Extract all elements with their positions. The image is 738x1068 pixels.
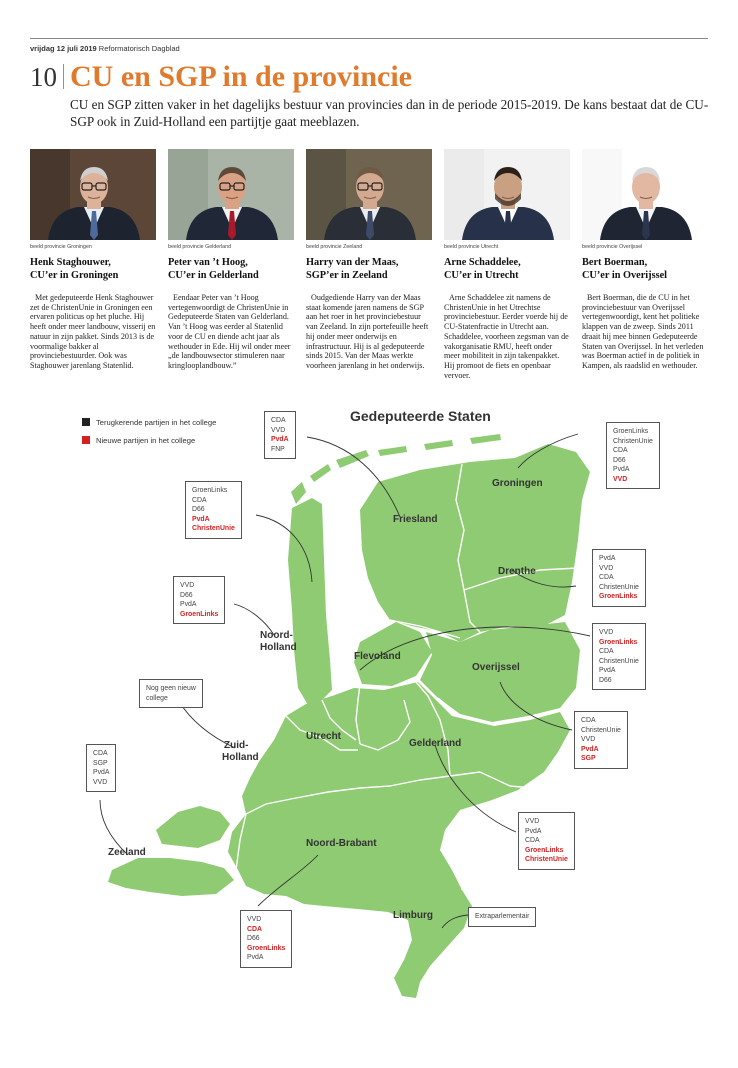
wadden-island-vlieland — [310, 464, 331, 482]
province-label-flevoland: Flevoland — [354, 651, 401, 662]
party-entry: VVD — [599, 629, 614, 636]
party-entry: D66 — [192, 506, 205, 513]
profile-name-line1: Henk Staghouwer, — [30, 257, 111, 268]
profile-card-staghouwer — [30, 149, 156, 371]
party-entry: SGP — [581, 755, 596, 762]
party-entry: ChristenUnie — [192, 525, 235, 532]
profile-card-boerman — [582, 149, 708, 371]
party-entry: CDA — [247, 925, 262, 933]
wadden-island-rottumeroog — [470, 434, 501, 444]
coalition-box-zeeland — [86, 744, 116, 792]
party-entry: PvdA — [93, 769, 110, 776]
profile-name-line1: Arne Schaddelee, — [444, 257, 521, 268]
province-label-noord-holland-line1: Noord- — [260, 630, 293, 641]
profile-name-line1: Harry van der Maas, — [306, 257, 399, 268]
coalition-box-friesland — [264, 411, 296, 459]
party-entry: D66 — [613, 456, 626, 464]
party-entry: VVD — [271, 426, 286, 434]
photo-credit: beeld provincie Overijssel — [582, 244, 643, 250]
party-entry: ChristenUnie — [599, 583, 639, 591]
province-label-groningen: Groningen — [492, 478, 543, 489]
profile-name — [444, 257, 570, 282]
party-entry: CDA — [613, 447, 628, 454]
party-entry: PvdA — [581, 745, 599, 753]
province-label-gelderland: Gelderland — [409, 738, 462, 749]
profile-body: Eendaar Peter van ’t Hoog vertegenwoordigt de ChristenUnie in Gedeputeerde Staten van Gelderland. Van ’t Hoog was eerder al Statenlid voor de CU en diende acht jaar als wethouder in Ede. Hij wil onder meer „de landbouwsector stimuleren naar kringlooplandbouw.” — [168, 293, 291, 370]
profile-name-line2: CU’er in Groningen — [30, 269, 119, 281]
wadden-island-texel — [291, 482, 306, 504]
party-entry: VVD — [180, 582, 195, 589]
profile-name — [30, 257, 156, 282]
party-entry: GroenLinks — [247, 944, 286, 952]
party-entry: CDA — [525, 837, 540, 844]
party-entry: PvdA — [613, 466, 630, 473]
party-entry: PvdA — [599, 667, 616, 674]
province-label-limburg: Limburg — [393, 910, 433, 921]
profile-name-line2: SGP’er in Zeeland — [306, 269, 388, 281]
profile-card-van-der-maas — [306, 149, 432, 371]
party-entry: ChristenUnie — [599, 657, 639, 665]
coalition-box-groningen — [606, 422, 660, 489]
province-label-noord-brabant: Noord-Brabant — [306, 838, 377, 849]
coalition-box-limburg — [468, 907, 536, 927]
party-entry: ChristenUnie — [581, 726, 621, 734]
page-number: 10 — [30, 62, 57, 92]
party-entry: VVD — [613, 475, 628, 483]
province-label-overijssel: Overijssel — [472, 662, 520, 673]
party-entry: GroenLinks — [525, 846, 564, 854]
party-entry: ChristenUnie — [525, 856, 568, 863]
profile-name — [168, 257, 294, 282]
portrait-photo — [582, 149, 708, 240]
top-rule — [30, 38, 708, 39]
party-entry: GroenLinks — [180, 610, 219, 618]
map-zeeland-islands — [156, 806, 230, 848]
coalition-box-noord-brabant — [240, 910, 292, 968]
profile-card-schaddelee — [444, 149, 570, 380]
province-label-drenthe: Drenthe — [498, 566, 536, 577]
party-entry: Extraparlementair — [475, 913, 530, 920]
province-label-friesland: Friesland — [393, 514, 438, 525]
province-label-utrecht: Utrecht — [306, 731, 342, 742]
dateline-paper: Reformatorisch Dagblad — [98, 44, 180, 53]
party-entry: ChristenUnie — [613, 437, 653, 445]
legend-label-new: Nieuwe partijen in het college — [96, 436, 196, 445]
party-entry: VVD — [93, 778, 108, 786]
profile-body: Bert Boerman, die de CU in het provinciebestuur van Overijssel vertegenwoordigt, kent het politieke klappen van de zweep. Sinds 2011 draait hij mee binnen Gedeputeerde Staten van Overijssel. In het verleden was Boerman actief in de politiek in Kampen, als raadslid en wethouder. — [582, 293, 704, 370]
party-entry: D66 — [599, 676, 612, 684]
photo-credit: beeld provincie Utrecht — [444, 244, 499, 250]
coalition-box-flevoland — [185, 481, 242, 539]
party-entry: CDA — [271, 417, 286, 424]
province-label-zuid-holland-line2: Holland — [222, 752, 259, 763]
map-northeast — [360, 444, 590, 642]
photo-credit: beeld provincie Zeeland — [306, 244, 363, 250]
photo-credit: beeld provincie Gelderland — [168, 244, 232, 250]
party-entry: VVD — [599, 564, 614, 572]
map-noord-holland — [288, 498, 332, 705]
wadden-island-schiermonnikoog — [424, 440, 453, 450]
dateline — [30, 44, 180, 53]
portrait-photo — [168, 149, 294, 240]
map-zeeland-flanders — [108, 858, 234, 896]
profile-name-line1: Peter van ’t Hoog, — [168, 257, 248, 268]
party-entry: D66 — [180, 591, 193, 599]
legend-label-returning: Terugkerende partijen in het college — [96, 418, 217, 427]
party-entry: Nog geen nieuw — [146, 685, 196, 692]
wadden-island-terschelling — [336, 450, 369, 468]
coalition-box-overijssel — [574, 711, 628, 769]
province-label-zeeland: Zeeland — [108, 847, 146, 858]
profile-body: Oudgediende Harry van der Maas staat komende jaren namens de SGP aan het roer in het provinciebestuur van Zeeland. In zijn portefeuille heeft hij onder meer onderwijs en infrastructuur. Hij is al gedeputeerde sinds 2015. Van der Maas werkte voorheen jarenlang in het onderwijs. — [306, 293, 429, 370]
party-entry: VVD — [581, 736, 596, 743]
party-entry: CDA — [599, 574, 614, 581]
party-entry: CDA — [581, 717, 596, 724]
party-entry: PvdA — [180, 601, 197, 608]
party-entry: FNP — [271, 445, 285, 453]
profile-name-line2: CU’er in Gelderland — [168, 269, 259, 281]
profile-body: Met gedeputeerde Henk Staghouwer zet de ChristenUnie in Groningen een ervaren politicus op het pluche. Hij heeft onder meer landbouw, visserij en natuur in zijn pakket. Sinds 2013 is de voormalige bakker al provinciebestuurder. Ook was Staghouwer jarenlang Statenlid. — [30, 293, 156, 370]
coalition-box-utrecht — [592, 623, 646, 690]
coalition-box-zuid-holland — [139, 679, 203, 708]
party-entry: VVD — [247, 916, 262, 923]
party-entry: SGP — [93, 759, 108, 767]
party-entry: VVD — [525, 818, 540, 825]
netherlands-map — [60, 400, 620, 1040]
province-label-noord-holland-line2: Holland — [260, 642, 297, 653]
party-entry: PvdA — [247, 954, 264, 961]
party-entry: PvdA — [271, 436, 289, 443]
dateline-date: vrijdag 12 juli 2019 — [30, 44, 97, 53]
party-entry: CDA — [192, 496, 207, 504]
profile-name-line2: CU’er in Overijssel — [582, 269, 668, 281]
wadden-island-ameland — [378, 446, 407, 456]
portrait-photo — [444, 149, 570, 240]
party-entry: college — [146, 694, 168, 702]
party-entry: GroenLinks — [599, 593, 638, 600]
party-entry: PvdA — [599, 555, 616, 562]
page-title: CU en SGP in de provincie — [70, 60, 412, 93]
profile-name — [582, 257, 708, 282]
coalition-box-gelderland — [518, 812, 575, 870]
map-title: Gedeputeerde Staten — [350, 408, 491, 424]
portrait-photo — [306, 149, 432, 240]
profile-name-line1: Bert Boerman, — [582, 257, 648, 268]
profile-body: Arne Schaddelee zit namens de ChristenUnie in het Utrechtse provinciebestuur. Eerder voerde hij de CU-Statenfractie in Utrecht aan. Schaddelee, voorheen zegsman van de vakorganisatie RMU, heeft onder meer mobiliteit in zijn takenpakket. Hij promoot de fiets en openbaar vervoer. — [444, 293, 569, 380]
party-entry: CDA — [93, 750, 108, 757]
party-entry: CDA — [599, 648, 614, 655]
coalition-box-drenthe — [592, 549, 646, 607]
party-entry: GroenLinks — [192, 487, 228, 494]
photo-credit: beeld provincie Groningen — [30, 244, 92, 250]
page-number-divider — [63, 64, 64, 89]
party-entry: D66 — [247, 935, 260, 942]
profile-name-line2: CU’er in Utrecht — [444, 269, 519, 281]
intro-text: CU en SGP zitten vaker in het dagelijks bestuur van provincies dan in de periode 2015-2019. De kans bestaat dat de CU-SGP ook in Zuid-Holland een partijtje gaat meeblazen. — [70, 97, 709, 129]
party-entry: PvdA — [525, 827, 542, 835]
profile-card-van-t-hoog — [168, 149, 294, 371]
profile-name — [306, 257, 432, 282]
party-entry: GroenLinks — [599, 638, 638, 646]
coalition-box-noord-holland — [173, 576, 225, 624]
party-entry: GroenLinks — [613, 428, 649, 435]
portrait-photo — [30, 149, 156, 240]
party-entry: PvdA — [192, 515, 210, 523]
province-label-zuid-holland-line1: Zuid- — [224, 740, 249, 751]
